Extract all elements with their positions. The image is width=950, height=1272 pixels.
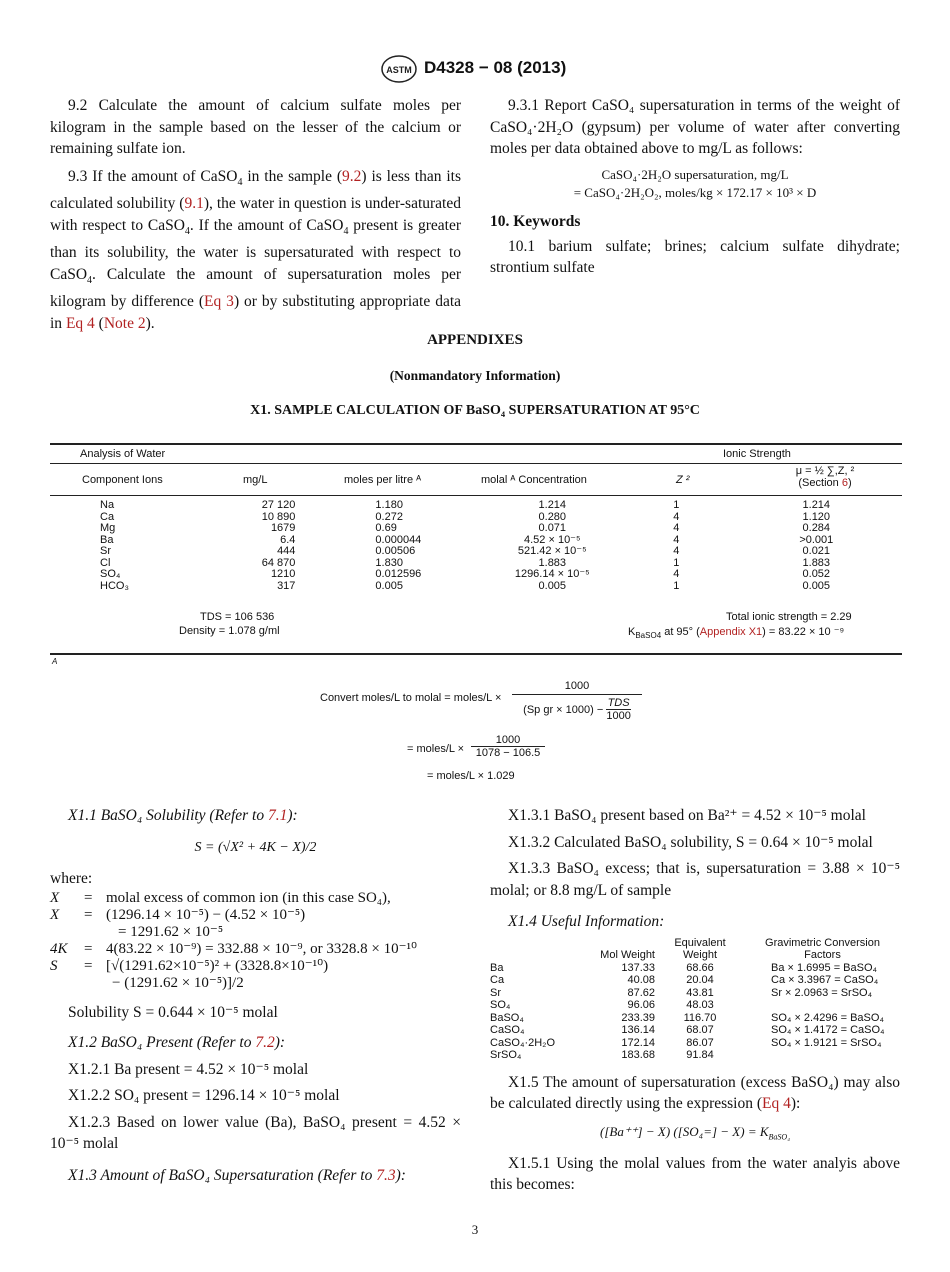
table-cell: 68.07 <box>686 1024 714 1036</box>
definition-row <box>50 907 417 924</box>
table-cell: 0.284 <box>802 522 831 534</box>
table-cell: Sr × 2.0963 = SrSO₄ <box>771 986 873 999</box>
table-cell: SO₄ × 1.9121 = SrSO₄ <box>771 1036 882 1049</box>
table-cell: BaSO₄ <box>490 1011 524 1024</box>
table-cell: 233.39 <box>621 1011 655 1024</box>
useful-information-table <box>490 937 900 1062</box>
x1-2-1: X1.2.1 Ba present = 4.52 × 10⁻⁵ molal <box>68 1060 309 1078</box>
k-baso4-value: $K_{BaSO4}$ at 95° (Appendix X1) = 83.22 × 10 ⁻⁹ <box>628 626 845 641</box>
table-cell: 1.830 <box>375 556 403 569</box>
table-header-cell: Equivalent <box>674 936 726 949</box>
table-row <box>490 999 900 1012</box>
x1-5-formula: ([Ba⁺⁺] − X) $([SO_4=] - X) = K_{BaSO_4}$ <box>600 1123 790 1142</box>
table-row <box>490 974 900 987</box>
table-cell: SO₄ × 1.4172 = CaSO₄ <box>771 1024 885 1036</box>
left-column-top <box>50 95 461 334</box>
col-header-molal: molal ᴬ Concentration <box>481 474 587 486</box>
table-cell <box>745 999 900 1012</box>
header <box>380 54 580 84</box>
definition-cell: molal excess of common ion (in this case SO₄), <box>106 889 391 906</box>
table-row <box>50 512 902 524</box>
definition-cell: 4(83.22 × 10⁻⁹) = 332.88 × 10⁻⁹, or 3328.8 × 10⁻¹⁰ <box>106 940 418 957</box>
definition-cell: S <box>50 957 58 974</box>
col-header-mgl: mg/L <box>243 474 268 486</box>
table-cell: Ba <box>100 533 114 546</box>
x1-title: X1. SAMPLE CALCULATION OF BaSO₄ SUPERSATURATION AT 95°C <box>250 403 700 418</box>
table-header-cell: Gravimetric Conversion <box>765 936 880 949</box>
table-cell: 1210 <box>270 568 296 580</box>
table-cell: Ba × 1.6995 = BaSO₄ <box>771 961 878 974</box>
table-row <box>50 500 902 512</box>
table-cell: Ba <box>490 961 504 974</box>
table-cell: 4 <box>673 510 680 523</box>
x1-3-heading: X1.3 Amount of BaSO₄ Supersaturation (Refer to 7.3): <box>68 1166 406 1184</box>
ref-9-2[interactable]: 9.2 <box>342 167 362 185</box>
table-cell: Cl <box>100 556 111 569</box>
definition-cell <box>84 975 106 992</box>
table-header-cell: Factors <box>804 949 841 961</box>
table-row <box>490 1037 900 1050</box>
x1-3-1: X1.3.1 BaSO₄ present based on Ba²⁺ = 4.52 × 10⁻⁵ molal <box>508 807 866 824</box>
table-header-cell: Weight <box>682 949 718 961</box>
table-cell: Sr <box>100 545 111 557</box>
table-row <box>490 1024 900 1037</box>
definition-cell: = <box>84 906 93 923</box>
table-cell: 4 <box>673 522 680 534</box>
table-cell: 172.14 <box>621 1036 655 1049</box>
ref-section-6[interactable]: 6 <box>841 477 848 489</box>
table-cell: 1679 <box>270 522 296 534</box>
table-cell: 0.005 <box>538 579 567 592</box>
where-definitions <box>50 890 417 992</box>
definition-cell: = <box>84 957 93 974</box>
appendix-heading: APPENDIXES <box>427 332 523 348</box>
table-group-ionic: Ionic Strength <box>723 448 791 460</box>
table-cell: 1.883 <box>802 556 831 569</box>
definition-cell: = <box>84 889 93 906</box>
total-ionic-strength: Total ionic strength = 2.29 <box>726 611 852 623</box>
table-cell: 86.07 <box>686 1036 714 1049</box>
table-cell: 1.214 <box>802 499 831 511</box>
x1-2-heading: X1.2 BaSO₄ Present (Refer to 7.2): <box>68 1034 286 1051</box>
table-cell: Mg <box>100 522 116 534</box>
paragraph-9-2: 9.2 Calculate the amount of calcium sulfate moles per kilogram in the sample based on the lesser of the calcium or remaining sulfate ion. <box>50 97 461 157</box>
definition-row <box>50 975 417 992</box>
x1-5-1: X1.5.1 Using the molal values from the water analyis above this becomes: <box>490 1154 900 1194</box>
table-cell: SrSO₄ <box>490 1049 522 1061</box>
definition-cell <box>50 924 84 941</box>
table-cell: 521.42 × 10⁻⁵ <box>517 545 587 557</box>
table-cell: Sr <box>490 986 501 999</box>
definition-row <box>50 924 417 941</box>
col-header-z2: Z ² <box>676 474 690 486</box>
water-table-body <box>50 500 902 592</box>
table-cell: Ca <box>100 510 115 523</box>
where-label: where: <box>50 870 93 887</box>
definition-cell: 4K <box>50 940 68 957</box>
definition-cell: X <box>50 906 60 923</box>
table-row <box>50 546 902 558</box>
table-cell: CaSO₄ <box>490 1024 525 1036</box>
left-column-bottom <box>50 805 461 1186</box>
table-cell: 0.00506 <box>375 545 416 557</box>
definition-row <box>50 941 417 958</box>
astm-logo-icon <box>380 54 418 84</box>
table-cell: 1 <box>673 579 680 592</box>
table-cell: 4.52 × 10⁻⁵ <box>524 533 581 546</box>
definition-cell: = 1291.62 × 10⁻⁵ <box>118 923 224 940</box>
table-cell: 96.06 <box>627 999 655 1011</box>
table-cell: 64 870 <box>261 556 296 569</box>
x1-5: X1.5 The amount of supersaturation (excess BaSO₄) may also be calculated directly using the expression (Eq 4): <box>490 1073 900 1112</box>
solubility-result: Solubility S = 0.644 × 10⁻⁵ molal <box>68 1003 278 1021</box>
table-row <box>50 581 902 593</box>
table-cell: 0.021 <box>802 545 831 557</box>
table-cell: 0.272 <box>375 510 403 523</box>
table-header-cell <box>490 949 580 962</box>
definition-cell: X <box>50 889 60 906</box>
density-value: Density = 1.078 g/ml <box>179 625 280 637</box>
table-cell: 0.005 <box>375 579 403 592</box>
table-cell: 137.33 <box>621 961 655 974</box>
table-cell: 0.071 <box>538 522 567 534</box>
paragraph-9-3: 9.3 If the amount of CaSO$_4$ in the sample (9.2) is less than its calculated solubility (9.1), the water in question is under-saturated with respect to CaSO$_4$. If the amount of CaSO$_4$ present is greater than its solubility, the water is supersaturated with respect to CaSO$_4$. Calculate the amount of supersaturation moles per kilogram by difference (Eq 3) or by substituting appropriate data in Eq 4 (Note 2). <box>50 167 462 332</box>
definition-cell <box>84 924 106 941</box>
table-cell: SO₄ <box>100 568 121 580</box>
table-cell: 4 <box>673 545 680 557</box>
definition-cell <box>50 975 84 992</box>
definition-cell: = <box>84 940 93 957</box>
table-cell: 27 120 <box>261 499 296 511</box>
table-cell: 43.81 <box>686 986 714 999</box>
x1-1-heading: X1.1 BaSO₄ Solubility (Refer to 7.1): <box>68 807 298 824</box>
table-cell: SO₄ <box>490 999 511 1011</box>
water-table <box>50 500 902 592</box>
table-cell: 0.005 <box>802 579 831 592</box>
table-cell: 317 <box>277 579 296 592</box>
x1-2-2: X1.2.2 SO₄ present = 1296.14 × 10⁻⁵ molal <box>68 1087 340 1104</box>
table-cell: SO₄ × 2.4296 = BaSO₄ <box>771 1011 884 1024</box>
table-cell: 68.66 <box>686 961 714 974</box>
table-cell: 183.68 <box>621 1049 655 1061</box>
x1-4-heading: X1.4 Useful Information: <box>508 913 665 930</box>
definition-row <box>50 890 417 907</box>
ref-eq-4-b[interactable]: Eq 4 <box>762 1095 791 1112</box>
table-cell: 1.214 <box>538 499 567 511</box>
table-header-cell: Mol Weight <box>600 949 655 961</box>
table-cell: 0.000044 <box>375 533 422 546</box>
table-cell: 4 <box>673 568 680 580</box>
table-cell: 87.62 <box>627 986 655 999</box>
table-cell: 1.120 <box>802 510 831 523</box>
table-cell: 444 <box>277 545 296 557</box>
equation-line-2: = CaSO₄·2H₂O₂, moles/kg × 172.17 × 10³ × D <box>573 184 817 200</box>
table-cell: 91.84 <box>686 1049 714 1061</box>
ref-note-2[interactable]: Note 2 <box>103 314 146 332</box>
keywords-heading: 10. Keywords <box>490 212 581 230</box>
ref-9-1[interactable]: 9.1 <box>184 195 204 213</box>
table-cell: 4 <box>673 533 680 546</box>
page-number: 3 <box>471 1222 479 1237</box>
table-cell: 0.280 <box>538 510 567 523</box>
table-row <box>490 1049 900 1062</box>
table-cell: 1 <box>673 556 680 569</box>
table-cell: 0.012596 <box>375 568 422 580</box>
document-title: D4328 − 08 (2013) <box>424 58 567 77</box>
ref-eq-4[interactable]: Eq 4 <box>65 314 95 332</box>
tds-value: TDS = 106 536 <box>200 611 275 623</box>
col-header-component: Component Ions <box>82 474 163 486</box>
x1-2-3: X1.2.3 Based on lower value (Ba), BaSO₄ present = 4.52 × 10⁻⁵ molal <box>50 1113 461 1152</box>
table-footnote-mark: A <box>52 657 58 666</box>
ref-7-2[interactable]: 7.2 <box>255 1034 275 1051</box>
paragraph-9-3-1: 9.3.1 Report CaSO₄ supersaturation in terms of the weight of CaSO₄·2H₂O (gypsum) per volume of water after converting moles per data obtained above to mg/L as follows: <box>490 97 900 157</box>
definition-cell: (1296.14 × 10⁻⁵) − (4.52 × 10⁻⁵) <box>106 906 306 923</box>
solubility-formula: S = (√X² + 4K − X)/2 <box>194 839 317 855</box>
table-cell: 1 <box>673 499 680 511</box>
table-row <box>50 523 902 535</box>
convert-equation-2: = moles/L × 1000 1078 − 106.5 <box>407 734 607 764</box>
ref-appendix-x1[interactable]: Appendix X1 <box>699 626 763 638</box>
table-cell: Ca × 3.3967 = CaSO₄ <box>771 974 879 986</box>
definition-row <box>50 958 417 975</box>
table-cell: HCO₃ <box>100 579 129 592</box>
appendix-subheading: (Nonmandatory Information) <box>389 368 561 383</box>
equation-line-1: CaSO₄·2H₂O supersaturation, mg/L <box>601 166 789 182</box>
table-cell: Na <box>100 499 115 511</box>
table-cell: 0.69 <box>375 522 397 534</box>
table-cell: CaSO₄·2H₂O <box>490 1036 555 1049</box>
table-cell: 1.180 <box>375 499 403 511</box>
table-cell: 40.08 <box>627 974 655 986</box>
table-cell: 136.14 <box>621 1024 655 1036</box>
x1-3-3: X1.3.3 BaSO₄ excess; that is, supersaturation = 3.88 × 10⁻⁵ molal; or 8.8 mg/L of sample <box>490 860 900 899</box>
table-cell: 1.883 <box>538 556 567 569</box>
convert-equation-1: Convert moles/L to molal = moles/L × 1000 (Sp gr × 1000) − TDS 1000 <box>320 680 720 726</box>
table-row <box>490 987 900 1000</box>
ref-eq-3[interactable]: Eq 3 <box>204 293 234 311</box>
table-row <box>50 535 902 547</box>
table-cell: 10 890 <box>261 510 296 523</box>
table-cell: 20.04 <box>686 974 714 986</box>
col-header-mu: μ = ½ ∑,Z, ² (Section 6) <box>795 465 855 489</box>
x1-3-2: X1.3.2 Calculated BaSO₄ solubility, S = 0.64 × 10⁻⁵ molal <box>508 833 873 851</box>
table-cell: >0.001 <box>799 533 834 546</box>
gypsum-equation <box>490 166 900 202</box>
table-cell: 6.4 <box>280 533 296 546</box>
definition-cell: [√(1291.62×10⁻⁵)² + (3328.8×10⁻¹⁰) <box>106 957 329 974</box>
table-cell <box>745 1049 900 1062</box>
svg-text:ASTM: ASTM <box>386 65 412 75</box>
right-column-top <box>490 95 900 279</box>
definition-cell: − (1291.62 × 10⁻⁵)]/2 <box>112 974 244 991</box>
convert-equation-3: = moles/L × 1.029 <box>427 770 515 782</box>
table-row <box>50 558 902 570</box>
ref-7-1[interactable]: 7.1 <box>267 807 288 824</box>
table-cell: Ca <box>490 974 505 986</box>
keywords-text: 10.1 barium sulfate; brines; calcium sulfate dihydrate; strontium sulfate <box>490 237 900 276</box>
right-column-bottom <box>490 805 900 1196</box>
table-cell: 48.03 <box>686 999 714 1011</box>
table-row <box>490 962 900 975</box>
table-cell: 0.052 <box>802 568 831 580</box>
table-row <box>490 1012 900 1025</box>
col-header-moles-per-litre: moles per litre ᴬ <box>344 474 422 486</box>
table-header-cell <box>580 937 655 950</box>
table-header-cell <box>490 937 580 950</box>
table-cell: 116.70 <box>683 1011 717 1024</box>
ref-7-3[interactable]: 7.3 <box>376 1166 396 1184</box>
table-cell: 1296.14 × 10⁻⁵ <box>514 568 590 580</box>
table-group-analysis: Analysis of Water <box>80 448 166 460</box>
table-row <box>50 569 902 581</box>
